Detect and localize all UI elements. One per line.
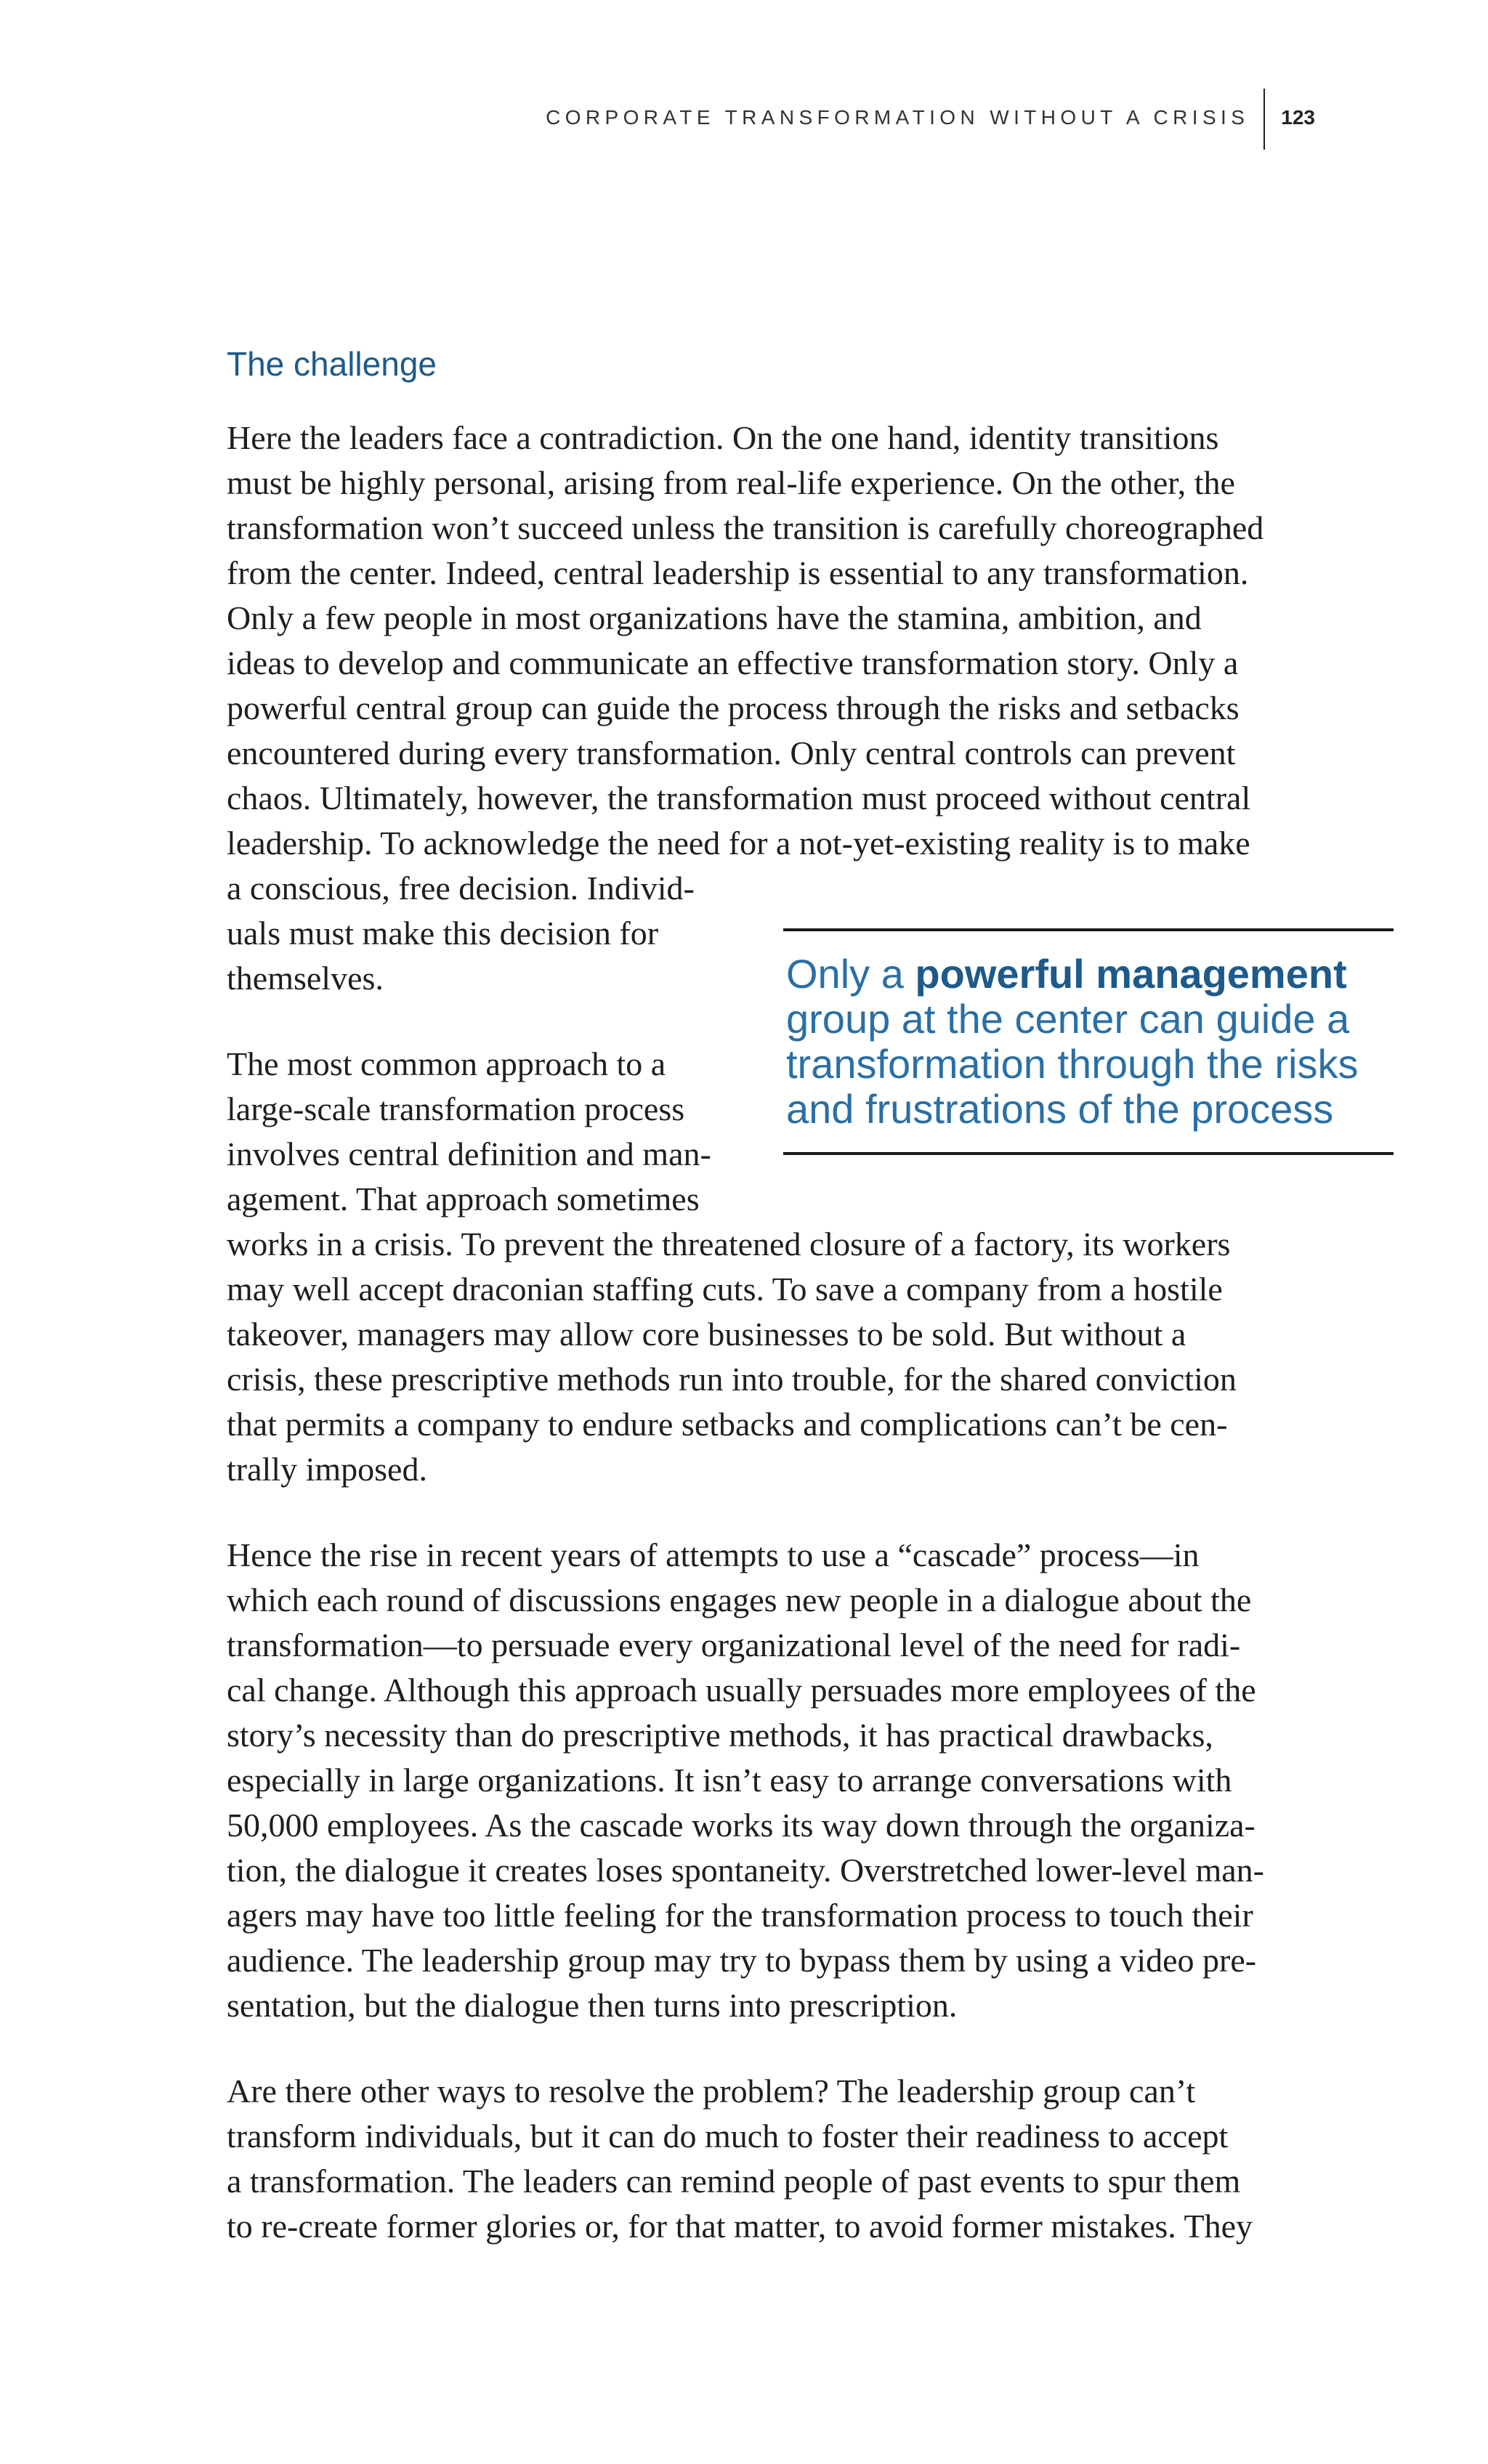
page-number: 123 bbox=[1281, 106, 1315, 129]
text-line: to re-create former glories or, for that matter, to avoid former mistakes. They bbox=[227, 2208, 1253, 2245]
text-line: leadership. To acknowledge the need for a not-yet-existing reality is to make bbox=[227, 824, 1250, 862]
pull-quote-line: transformation through the risks bbox=[786, 1041, 1359, 1087]
pull-quote-emphasis: powerful management bbox=[915, 951, 1347, 997]
pull-quote-line: group at the center can guide a bbox=[786, 996, 1350, 1042]
running-title: CORPORATE TRANSFORMATION WITHOUT A CRISIS bbox=[546, 106, 1250, 129]
text-line: themselves. bbox=[227, 960, 384, 997]
paragraph bbox=[227, 2069, 1317, 2249]
text-line: cal change. Although this approach usually persuades more employees of the bbox=[227, 1671, 1256, 1709]
section-heading: The challenge bbox=[227, 345, 437, 383]
paragraph bbox=[227, 416, 1317, 1001]
text-line: chaos. Ultimately, however, the transformation must proceed without central bbox=[227, 779, 1251, 816]
text-line: trally imposed. bbox=[227, 1451, 427, 1488]
pull-quote-line bbox=[786, 952, 1394, 997]
paragraph bbox=[227, 1533, 1317, 2028]
text-line: Hence the rise in recent years of attempts to use a “cascade” process—in bbox=[227, 1536, 1200, 1573]
text-line: agement. That approach sometimes bbox=[227, 1180, 700, 1217]
text-line: The most common approach to a bbox=[227, 1045, 666, 1082]
text-line: involves central definition and man- bbox=[227, 1135, 711, 1172]
text-line: audience. The leadership group may try to bypass them by using a video pre- bbox=[227, 1942, 1257, 1979]
text-line: powerful central group can guide the process through the risks and setbacks bbox=[227, 689, 1240, 726]
text-line: 50,000 employees. As the cascade works its way down through the organiza- bbox=[227, 1807, 1256, 1844]
text-line: agers may have too little feeling for the transformation process to touch their bbox=[227, 1897, 1253, 1934]
text-line: Are there other ways to resolve the problem? The leadership group can’t bbox=[227, 2072, 1196, 2110]
text-line: must be highly personal, arising from real-life experience. On the other, the bbox=[227, 464, 1235, 501]
pull-quote-top-rule bbox=[783, 928, 1394, 931]
text-line: encountered during every transformation. Only central controls can prevent bbox=[227, 734, 1236, 771]
pull-quote-line: and frustrations of the process bbox=[786, 1086, 1334, 1132]
pull-quote-text bbox=[786, 952, 1394, 1132]
text-line: transformation won’t succeed unless the transition is carefully choreographed bbox=[227, 509, 1264, 546]
text-line: transform individuals, but it can do much to foster their readiness to accept bbox=[227, 2118, 1229, 2155]
pull-quote-bottom-rule bbox=[783, 1152, 1394, 1155]
text-line: transformation—to persuade every organizational level of the need for radi- bbox=[227, 1626, 1241, 1663]
text-line: a conscious, free decision. Individ- bbox=[227, 870, 695, 907]
text-line: large-scale transformation process bbox=[227, 1090, 685, 1127]
running-head bbox=[546, 102, 1315, 160]
text-line: crisis, these prescriptive methods run into trouble, for the shared conviction bbox=[227, 1361, 1237, 1398]
text-line: from the center. Indeed, central leadership is essential to any transformation. bbox=[227, 554, 1249, 591]
text-line: especially in large organizations. It isn’t easy to arrange conversations with bbox=[227, 1762, 1232, 1799]
text-line: may well accept draconian staffing cuts. To save a company from a hostile bbox=[227, 1270, 1223, 1308]
text-line: which each round of discussions engages new people in a dialogue about the bbox=[227, 1581, 1252, 1618]
text-line: story’s necessity than do prescriptive methods, it has practical drawbacks, bbox=[227, 1717, 1213, 1754]
text-line: ideas to develop and communicate an effective transformation story. Only a bbox=[227, 644, 1239, 681]
pull-quote bbox=[783, 928, 1394, 1155]
text-line: tion, the dialogue it creates loses spontaneity. Overstretched lower-level man- bbox=[227, 1852, 1264, 1889]
text-line: uals must make this decision for bbox=[227, 915, 659, 952]
text-line: sentation, but the dialogue then turns into prescription. bbox=[227, 1987, 958, 2024]
text-line: Only a few people in most organizations have the stamina, ambition, and bbox=[227, 599, 1202, 636]
text-line: Here the leaders face a contradiction. On the one hand, identity transitions bbox=[227, 419, 1219, 456]
text-line: takeover, managers may allow core businesses to be sold. But without a bbox=[227, 1316, 1186, 1353]
text-line: works in a crisis. To prevent the threatened closure of a factory, its workers bbox=[227, 1225, 1231, 1263]
pull-quote-lead: Only a bbox=[786, 951, 915, 997]
text-line: that permits a company to endure setbacks and complications can’t be cen- bbox=[227, 1406, 1228, 1443]
text-line: a transformation. The leaders can remind people of past events to spur them bbox=[227, 2163, 1241, 2200]
